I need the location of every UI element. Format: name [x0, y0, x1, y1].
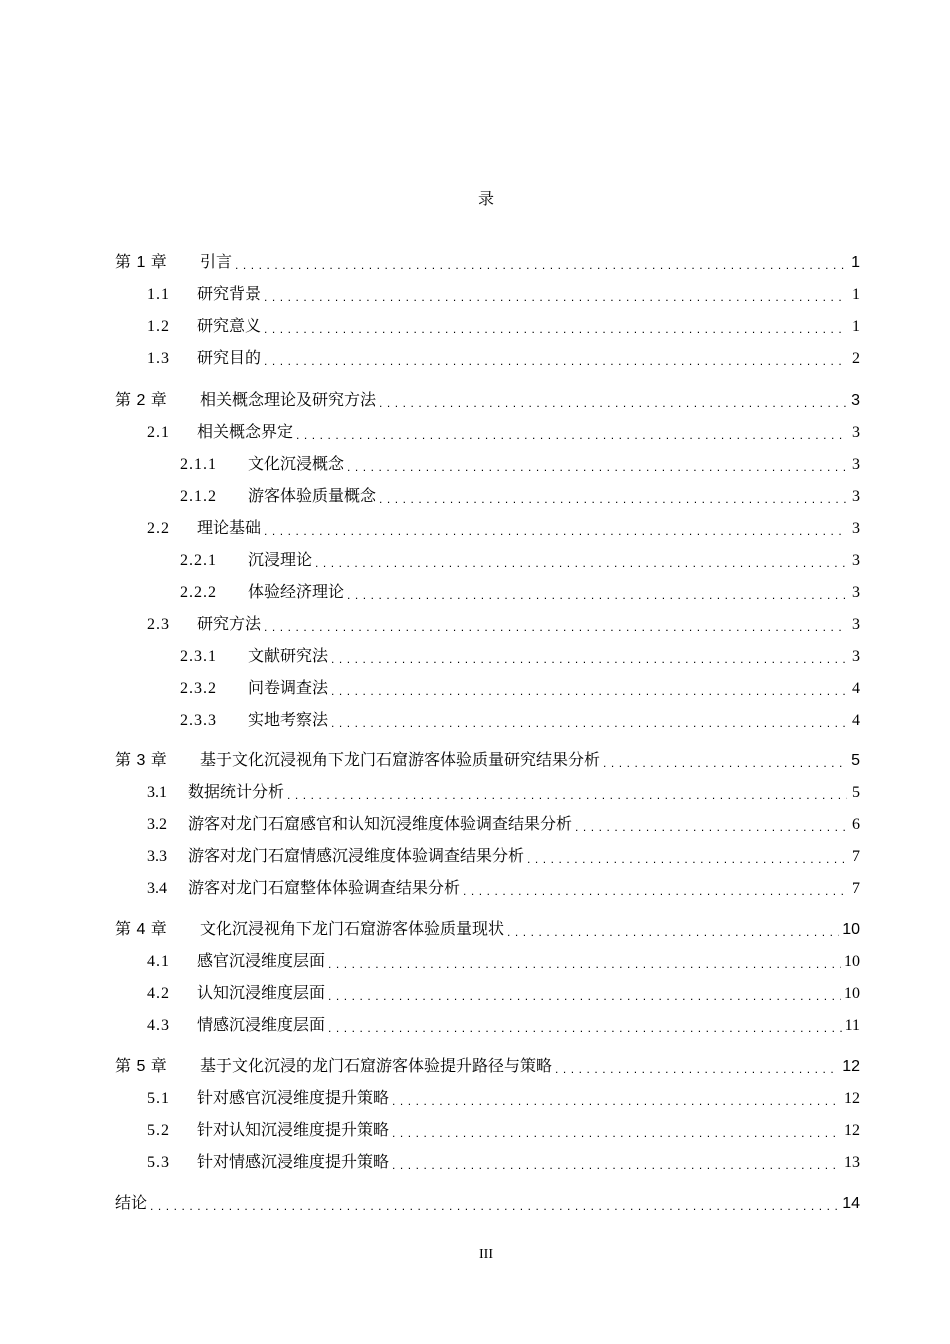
dot-leader [264, 350, 847, 368]
toc-entry-page: 3 [851, 392, 860, 409]
toc-entry-label: 研究意义 [197, 318, 262, 335]
toc-entry-number: 3.3 [147, 848, 167, 865]
toc-entry-page: 10 [842, 921, 860, 938]
toc-entry-page: 3 [852, 552, 860, 569]
toc-entry-page: 12 [844, 1122, 860, 1139]
toc-entry-label: 情感沉浸维度层面 [197, 1017, 326, 1034]
toc-entry-number: 2.2.1 [180, 552, 217, 569]
dot-leader [463, 880, 847, 898]
toc-entry-number: 2.3.3 [180, 712, 217, 729]
toc-entry-section[interactable] [147, 842, 860, 866]
toc-entry-number: 4.1 [147, 953, 170, 970]
toc-entry-label: 实地考察法 [248, 712, 329, 729]
toc-entry-section[interactable] [147, 280, 860, 304]
toc-entry-label: 基于文化沉浸的龙门石窟游客体验提升路径与策略 [200, 1058, 553, 1075]
toc-entry-page: 5 [852, 784, 860, 801]
toc-entry-label: 感官沉浸维度层面 [197, 953, 326, 970]
toc-entry-section[interactable] [147, 514, 860, 538]
toc-entry-number: 3.4 [147, 880, 167, 897]
toc-entry-number: 1.1 [147, 286, 170, 303]
dot-leader [507, 921, 839, 939]
toc-entry-label: 结论 [115, 1195, 148, 1212]
toc-entry-subsection[interactable] [180, 450, 860, 474]
toc-entry-section[interactable] [147, 418, 860, 442]
dot-leader [235, 254, 847, 272]
toc-entry-number: 第 4 章 [115, 921, 168, 938]
toc-entry-label: 研究目的 [197, 350, 262, 367]
toc-entry-section[interactable] [147, 610, 860, 634]
toc-entry-label: 认知沉浸维度层面 [197, 985, 326, 1002]
dot-leader [347, 456, 847, 474]
toc-entry-page: 12 [842, 1058, 860, 1075]
toc-entry-section[interactable] [147, 1084, 860, 1108]
dot-leader [264, 520, 847, 538]
dot-leader [264, 286, 847, 304]
toc-entry-section[interactable] [147, 1148, 860, 1172]
dot-leader [331, 712, 847, 730]
toc-entry-label: 相关概念界定 [197, 424, 294, 441]
toc-entry-subsection[interactable] [180, 642, 860, 666]
toc-entry-label: 文化沉浸概念 [248, 456, 345, 473]
toc-entry-page: 3 [852, 488, 860, 505]
toc-entry-label: 针对情感沉浸维度提升策略 [197, 1154, 390, 1171]
dot-leader [264, 318, 847, 336]
toc-entry-label: 引言 [200, 254, 233, 271]
toc-entry-number: 2.2 [147, 520, 170, 537]
toc-entry-subsection[interactable] [180, 482, 860, 506]
dot-leader [331, 648, 847, 666]
dot-leader [150, 1195, 839, 1213]
toc-entry-page: 2 [852, 350, 860, 367]
toc-entry-chapter-1[interactable] [115, 248, 860, 272]
toc-entry-subsection[interactable] [180, 674, 860, 698]
toc-entry-chapter-5[interactable] [115, 1052, 860, 1076]
toc-entry-number: 2.3.1 [180, 648, 217, 665]
toc-entry-label: 相关概念理论及研究方法 [200, 392, 377, 409]
toc-entry-page: 4 [852, 712, 860, 729]
toc-entry-section[interactable] [147, 1011, 860, 1035]
toc-entry-label: 问卷调查法 [248, 680, 329, 697]
toc-entry-number: 2.3.2 [180, 680, 217, 697]
dot-leader [296, 424, 847, 442]
toc-entry-label: 针对认知沉浸维度提升策略 [197, 1122, 390, 1139]
toc-entry-section[interactable] [147, 810, 860, 834]
dot-leader [331, 680, 847, 698]
toc-entry-number: 2.3 [147, 616, 170, 633]
dot-leader [328, 1017, 842, 1035]
toc-entry-number: 4.3 [147, 1017, 170, 1034]
toc-entry-page: 14 [842, 1195, 860, 1212]
dot-leader [287, 784, 847, 802]
dot-leader [575, 816, 847, 834]
toc-entry-label: 针对感官沉浸维度提升策略 [197, 1090, 390, 1107]
toc-entry-label: 理论基础 [197, 520, 262, 537]
toc-entry-number: 第 2 章 [115, 392, 168, 409]
dot-leader [603, 752, 847, 770]
toc-entry-page: 5 [851, 752, 860, 769]
toc-entry-number: 3.1 [147, 784, 167, 801]
toc-entry-subsection[interactable] [180, 706, 860, 730]
toc-entry-label: 沉浸理论 [248, 552, 313, 569]
toc-entry-number: 2.1 [147, 424, 170, 441]
toc-entry-page: 10 [844, 953, 860, 970]
toc-entry-number: 1.3 [147, 350, 170, 367]
toc-entry-number: 5.3 [147, 1154, 170, 1171]
page-number-footer: III [479, 1247, 493, 1262]
toc-entry-page: 7 [852, 880, 860, 897]
toc-entry-section[interactable] [147, 947, 860, 971]
toc-entry-page: 1 [852, 286, 860, 303]
toc-entry-label: 文化沉浸视角下龙门石窟游客体验质量现状 [200, 921, 505, 938]
toc-entry-section[interactable] [147, 874, 860, 898]
toc-entry-page: 3 [852, 616, 860, 633]
toc-entry-page: 6 [852, 816, 860, 833]
toc-entry-page: 1 [851, 254, 860, 271]
toc-entry-label: 游客对龙门石窟感官和认知沉浸维度体验调查结果分析 [188, 816, 573, 833]
toc-entry-number: 第 1 章 [115, 254, 168, 271]
dot-leader [315, 552, 847, 570]
toc-entry-chapter-2[interactable] [115, 386, 860, 410]
toc-entry-section[interactable] [147, 1116, 860, 1140]
toc-entry-page: 1 [852, 318, 860, 335]
dot-leader [555, 1058, 839, 1076]
toc-entry-number: 3.2 [147, 816, 167, 833]
toc-entry-label: 研究背景 [197, 286, 262, 303]
toc-entry-subsection[interactable] [180, 578, 860, 602]
toc-entry-page: 3 [852, 456, 860, 473]
toc-entry-section[interactable] [147, 979, 860, 1003]
toc-entry-page: 4 [852, 680, 860, 697]
toc-entry-page: 3 [852, 584, 860, 601]
toc-entry-page: 3 [852, 648, 860, 665]
toc-entry-section[interactable] [147, 344, 860, 368]
dot-leader [328, 985, 841, 1003]
toc-entry-section[interactable] [147, 778, 860, 802]
dot-leader [379, 392, 847, 410]
toc-entry-number: 第 3 章 [115, 752, 168, 769]
toc-entry-page: 3 [852, 424, 860, 441]
toc-entry-number: 5.2 [147, 1122, 170, 1139]
toc-entry-page: 12 [844, 1090, 860, 1107]
toc-entry-page: 11 [844, 1017, 860, 1034]
toc-entry-chapter-4[interactable] [115, 915, 860, 939]
toc-entry-label: 研究方法 [197, 616, 262, 633]
toc-entry-chapter-3[interactable] [115, 746, 860, 770]
dot-leader [347, 584, 847, 602]
toc-entry-conclusion[interactable] [115, 1189, 860, 1213]
toc-entry-number: 5.1 [147, 1090, 170, 1107]
dot-leader [328, 953, 841, 971]
toc-entry-page: 7 [852, 848, 860, 865]
toc-entry-label: 数据统计分析 [188, 784, 285, 801]
toc-entry-number: 2.2.2 [180, 584, 217, 601]
toc-entry-number: 4.2 [147, 985, 170, 1002]
toc-entry-label: 文献研究法 [248, 648, 329, 665]
dot-leader [527, 848, 847, 866]
toc-entry-section[interactable] [147, 312, 860, 336]
toc-entry-label: 游客对龙门石窟整体体验调查结果分析 [188, 880, 461, 897]
toc-entry-label: 游客体验质量概念 [248, 488, 377, 505]
dot-leader [264, 616, 847, 634]
toc-entry-page: 3 [852, 520, 860, 537]
toc-entry-number: 2.1.1 [180, 456, 217, 473]
toc-entry-number: 2.1.2 [180, 488, 217, 505]
toc-entry-page: 13 [844, 1154, 860, 1171]
dot-leader [379, 488, 847, 506]
dot-leader [392, 1154, 841, 1172]
toc-entry-number: 第 5 章 [115, 1058, 168, 1075]
toc-entry-label: 体验经济理论 [248, 584, 345, 601]
toc-entry-number: 1.2 [147, 318, 170, 335]
toc-entry-label: 游客对龙门石窟情感沉浸维度体验调查结果分析 [188, 848, 525, 865]
toc-entry-subsection[interactable] [180, 546, 860, 570]
dot-leader [392, 1122, 841, 1140]
toc-entry-page: 10 [844, 985, 860, 1002]
toc-entry-label: 基于文化沉浸视角下龙门石窟游客体验质量研究结果分析 [200, 752, 601, 769]
toc-title: 录 [477, 189, 494, 208]
dot-leader [392, 1090, 841, 1108]
